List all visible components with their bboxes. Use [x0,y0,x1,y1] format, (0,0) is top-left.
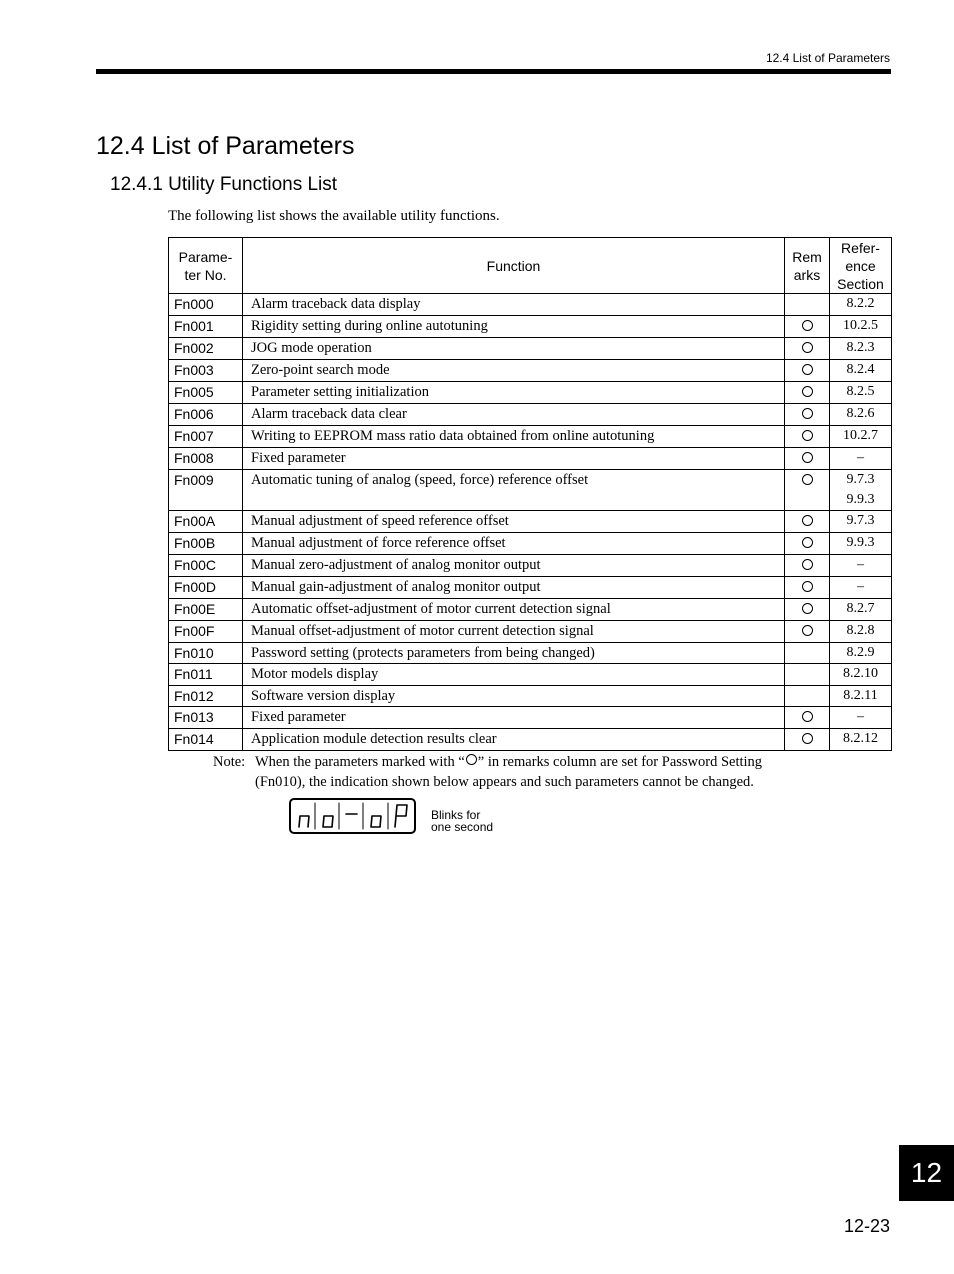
function-cell: Automatic tuning of analog (speed, force) reference offset [243,469,785,510]
param-no-cell: Fn002 [169,337,243,359]
blink-caption-line2: one second [431,820,494,834]
param-no-cell: Fn012 [169,685,243,707]
table-row [169,554,892,576]
circle-mark-icon [802,515,813,526]
remarks-cell [785,425,830,447]
running-head: 12.4 List of Parameters [765,51,890,65]
param-no-cell: Fn00A [169,510,243,532]
function-cell: Writing to EEPROM mass ratio data obtained from online autotuning [243,425,785,447]
reference-cell: 10.2.7 [830,425,892,447]
reference-cell: 8.2.6 [830,403,892,425]
function-cell: Rigidity setting during online autotuning [243,315,785,337]
display-no-op-icon [291,800,414,832]
reference-cell: 8.2.10 [830,664,892,686]
reference-cell: 10.2.5 [830,315,892,337]
remarks-cell [785,447,830,469]
remarks-cell [785,729,830,751]
blink-caption [431,809,531,833]
function-cell: Motor models display [243,664,785,686]
function-cell: Fixed parameter [243,447,785,469]
circle-mark-icon [802,320,813,331]
table-row [169,642,892,664]
param-no-cell: Fn010 [169,642,243,664]
subsection-title: 12.4.1 Utility Functions List [110,174,338,195]
param-no-cell: Fn014 [169,729,243,751]
function-cell: Zero-point search mode [243,359,785,381]
table-body [169,294,892,751]
reference-cell: 8.2.8 [830,620,892,642]
reference-cell: 9.9.3 [830,532,892,554]
function-cell: Software version display [243,685,785,707]
param-no-cell: Fn003 [169,359,243,381]
remarks-cell [785,576,830,598]
intro-text: The following list shows the available utility functions. [168,208,500,224]
circle-mark-icon [802,452,813,463]
function-cell: Manual adjustment of force reference offset [243,532,785,554]
header-remarks: Rem arks [785,238,830,294]
table-row [169,729,892,751]
table-row [169,532,892,554]
header-reference: Refer- ence Section [830,238,892,294]
table-row [169,664,892,686]
table-row [169,447,892,469]
table-row [169,337,892,359]
function-cell: Fixed parameter [243,707,785,729]
param-no-cell: Fn001 [169,315,243,337]
function-cell: Manual adjustment of speed reference offset [243,510,785,532]
function-cell: Alarm traceback data clear [243,403,785,425]
header-function: Function [243,238,785,294]
circle-mark-icon [802,559,813,570]
table-row [169,598,892,620]
table-row [169,403,892,425]
param-no-cell: Fn007 [169,425,243,447]
remarks-cell [785,315,830,337]
remarks-cell [785,532,830,554]
remarks-cell [785,469,830,510]
circle-mark-icon [802,603,813,614]
reference-cell: 8.2.7 [830,598,892,620]
function-cell: Password setting (protects parameters from being changed) [243,642,785,664]
page-number: 12-23 [843,1216,890,1236]
remarks-cell [785,707,830,729]
chapter-tab: 12 [899,1145,954,1201]
param-no-cell: Fn011 [169,664,243,686]
function-cell: Manual zero-adjustment of analog monitor output [243,554,785,576]
param-no-cell: Fn006 [169,403,243,425]
reference-cell: – [830,554,892,576]
circle-mark-icon [802,474,813,485]
remarks-cell [785,554,830,576]
function-cell: JOG mode operation [243,337,785,359]
circle-mark-icon [802,342,813,353]
circle-mark-icon [802,625,813,636]
note-text-part1: When the parameters marked with “ [255,754,465,770]
circle-mark-icon [802,581,813,592]
reference-cell: 8.2.5 [830,381,892,403]
remarks-cell [785,294,830,316]
circle-mark-icon [802,364,813,375]
utility-functions-table [168,237,892,751]
function-cell: Application module detection results clear [243,729,785,751]
function-cell: Parameter setting initialization [243,381,785,403]
table-row [169,425,892,447]
table-row [169,315,892,337]
table-row [169,381,892,403]
reference-cell: 8.2.11 [830,685,892,707]
table-row [169,510,892,532]
table-row [169,469,892,510]
function-cell: Manual offset-adjustment of motor current detection signal [243,620,785,642]
circle-mark-icon [802,711,813,722]
remarks-cell [785,381,830,403]
param-no-cell: Fn00D [169,576,243,598]
circle-mark-icon [802,408,813,419]
remarks-cell [785,664,830,686]
circle-mark-icon [802,430,813,441]
remarks-cell [785,620,830,642]
param-no-cell: Fn00E [169,598,243,620]
header-rule [96,69,891,74]
param-no-cell: Fn00F [169,620,243,642]
function-cell: Manual gain-adjustment of analog monitor output [243,576,785,598]
note-label: Note: [213,754,246,770]
function-cell: Alarm traceback data display [243,294,785,316]
circle-mark-icon [802,733,813,744]
param-no-cell: Fn013 [169,707,243,729]
header-param-no: Parame- ter No. [169,238,243,294]
reference-cell: 9.7.3 9.9.3 [830,469,892,510]
reference-cell: 8.2.9 [830,642,892,664]
remarks-cell [785,337,830,359]
circle-mark-icon [466,754,477,765]
circle-mark-icon [802,386,813,397]
param-no-cell: Fn005 [169,381,243,403]
reference-cell: 8.2.2 [830,294,892,316]
table-row [169,294,892,316]
remarks-cell [785,642,830,664]
table-row [169,576,892,598]
note-text [255,752,815,792]
param-no-cell: Fn008 [169,447,243,469]
param-no-cell: Fn00B [169,532,243,554]
seven-segment-display [289,798,416,834]
section-title: 12.4 List of Parameters [96,132,355,160]
reference-cell: 8.2.3 [830,337,892,359]
remarks-cell [785,510,830,532]
blink-caption-line1: Blinks for [431,808,481,822]
param-no-cell: Fn000 [169,294,243,316]
param-no-cell: Fn00C [169,554,243,576]
table-row [169,620,892,642]
table-row [169,685,892,707]
table-row [169,707,892,729]
note-text-part2: ” in remarks column are set for Password Setting (Fn010), the indication shown below appears and such parameters cannot be changed. [255,754,763,790]
reference-cell: 9.7.3 [830,510,892,532]
remarks-cell [785,359,830,381]
reference-cell: 8.2.4 [830,359,892,381]
remarks-cell [785,598,830,620]
reference-cell: 8.2.12 [830,729,892,751]
reference-cell: – [830,447,892,469]
circle-mark-icon [802,537,813,548]
remarks-cell [785,685,830,707]
param-no-cell: Fn009 [169,469,243,510]
remarks-cell [785,403,830,425]
table-header-row [169,238,892,294]
reference-cell: – [830,707,892,729]
table-row [169,359,892,381]
function-cell: Automatic offset-adjustment of motor current detection signal [243,598,785,620]
reference-cell: – [830,576,892,598]
